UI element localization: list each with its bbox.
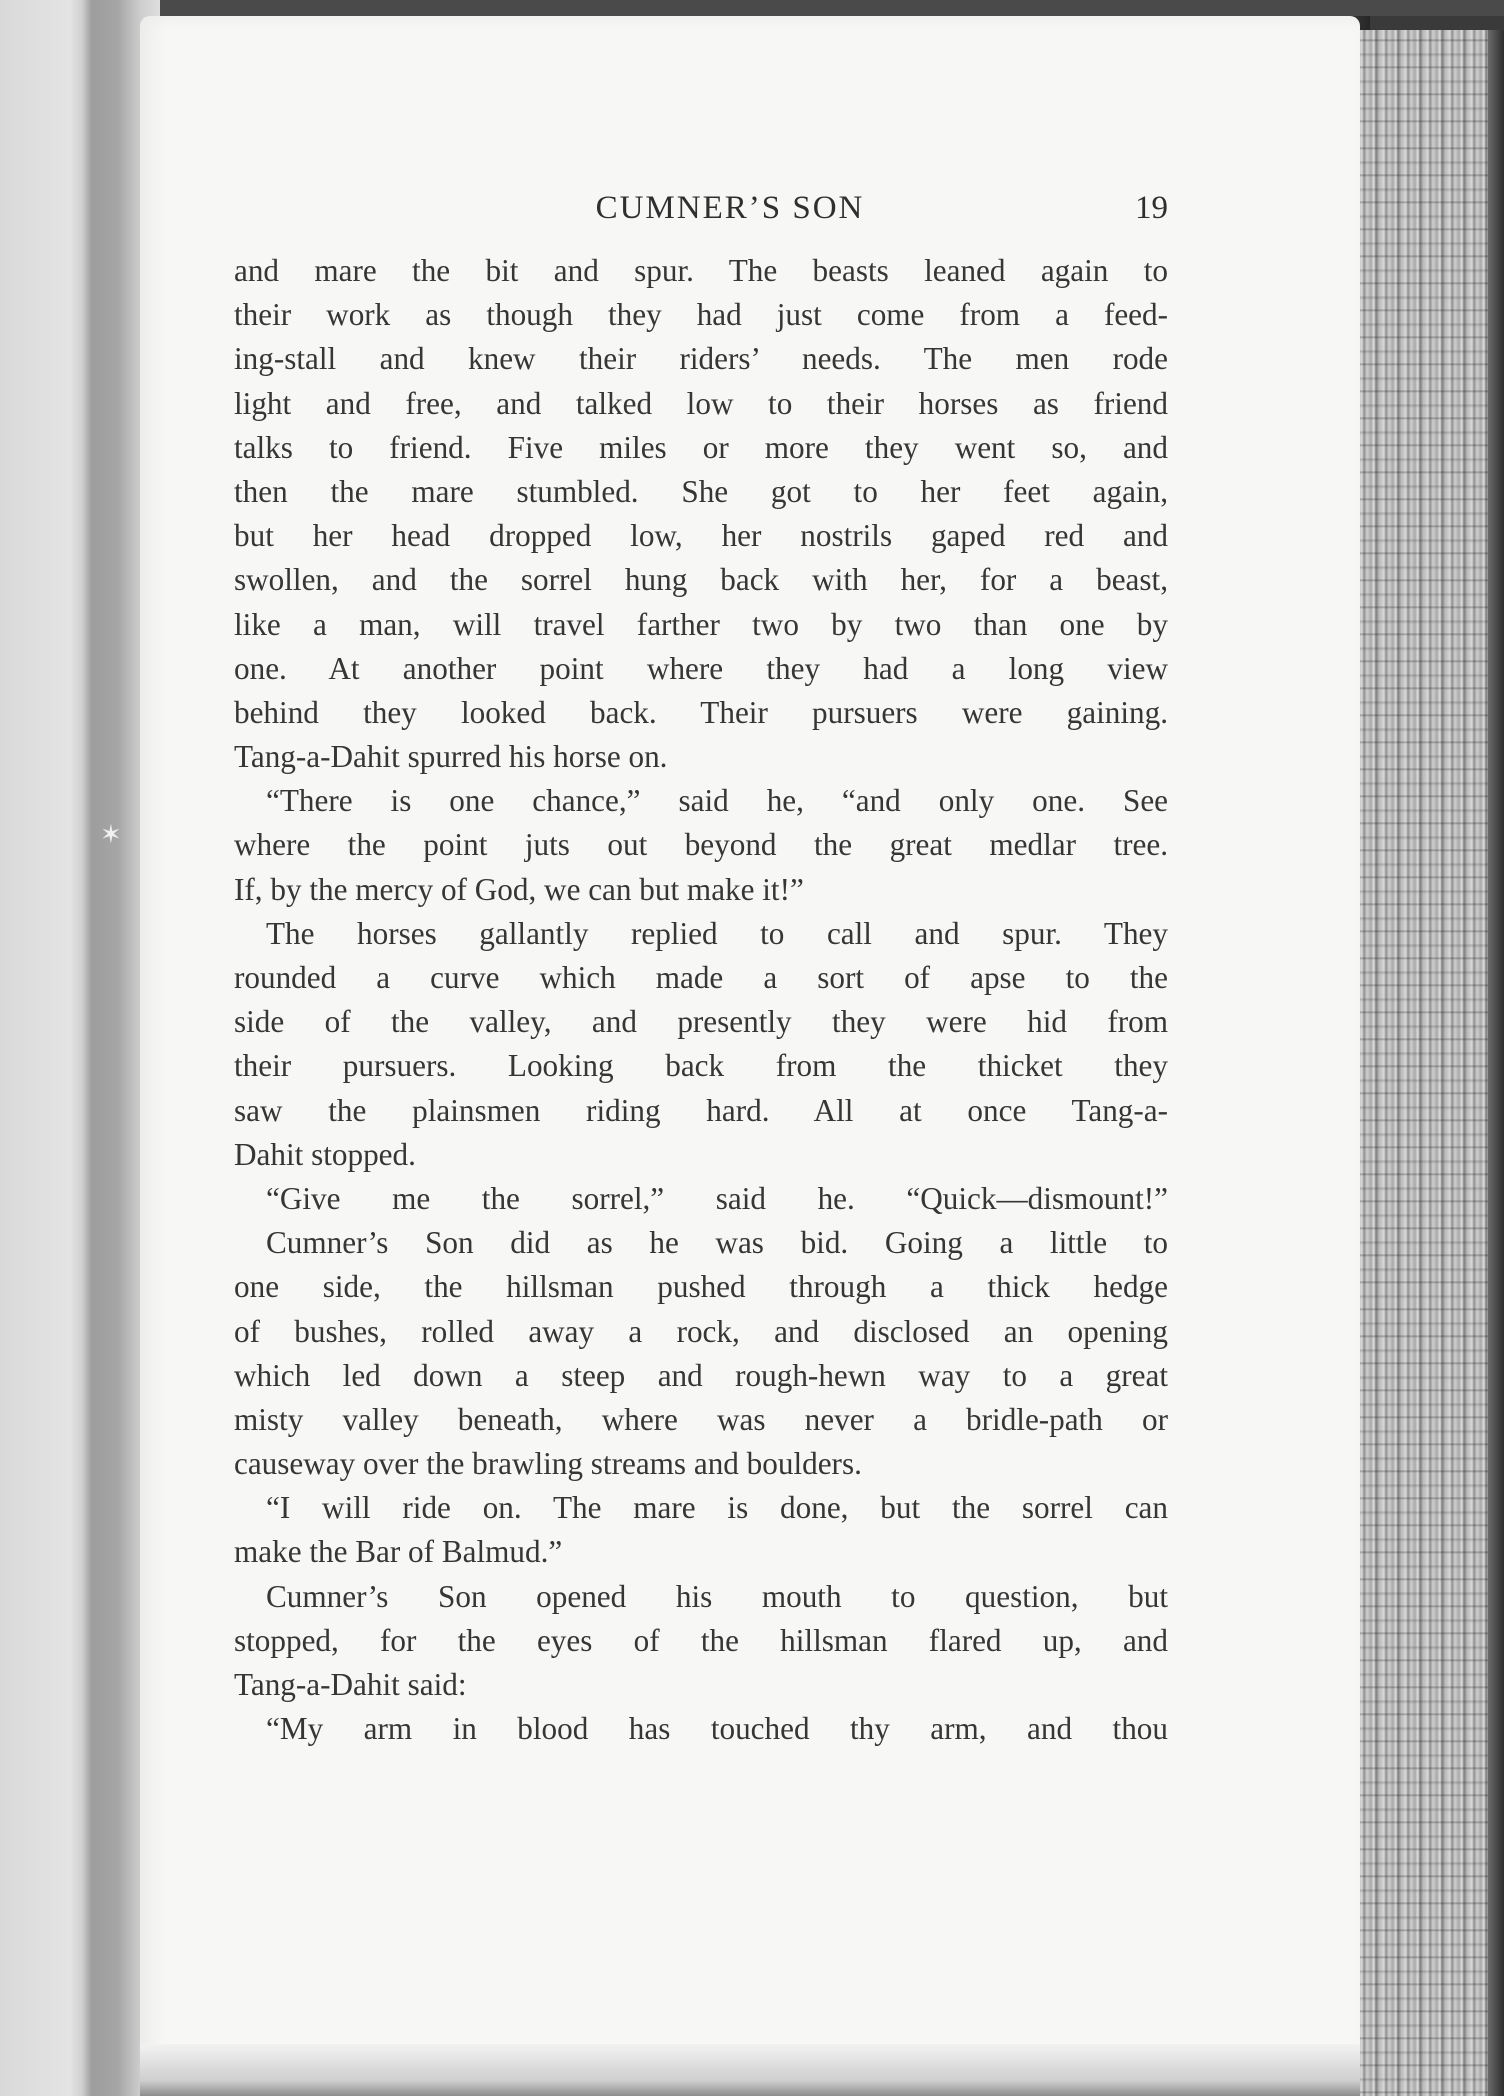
margin-mark: ✶ [100, 820, 122, 850]
text-line: rounded a curve which made a sort of apse to the [234, 960, 1168, 995]
page-header [140, 184, 1360, 232]
text-line: one side, the hillsman pushed through a thick hedge [234, 1269, 1168, 1305]
text-line: misty valley beneath, where was never a bridle-path or [234, 1401, 1168, 1437]
text-line: their pursuers. Looking back from the thicket they [234, 1048, 1168, 1084]
text-line: talks to friend. Five miles or more they went so, and [234, 429, 1168, 465]
book-cover-edge [1488, 30, 1504, 2096]
text-line: The horses gallantly replied to call and spur. They [266, 915, 1168, 951]
page-number: 19 [1135, 190, 1168, 226]
text-line: one. At another point where they had a long view [234, 650, 1168, 686]
text-line: “There is one chance,” said he, “and only one. See [266, 783, 1168, 819]
text-line: causeway over the brawling streams and boulders. [234, 1446, 862, 1482]
text-line: make the Bar of Balmud.” [234, 1534, 563, 1570]
text-line: “I will ride on. The mare is done, but the sorrel can [266, 1490, 1168, 1526]
text-line: then the mare stumbled. She got to her feet again, [234, 473, 1168, 509]
text-line: saw the plainsmen riding hard. All at once Tang-a- [234, 1092, 1168, 1128]
scan-top-edge [0, 0, 1504, 16]
text-line: ing-stall and knew their riders’ needs. The men rode [234, 341, 1168, 377]
text-line: behind they looked back. Their pursuers were gaining. [234, 694, 1168, 730]
text-line: Tang-a-Dahit spurred his horse on. [234, 739, 668, 775]
text-line: Dahit stopped. [234, 1136, 416, 1172]
text-line: swollen, and the sorrel hung back with her, for a beast, [234, 562, 1168, 598]
text-line: of bushes, rolled away a rock, and disclosed an opening [234, 1313, 1168, 1349]
text-line: “Give me the sorrel,” said he. “Quick—dismount!” [266, 1180, 1168, 1216]
page-bottom-edge [140, 2044, 1360, 2096]
text-line: Cumner’s Son opened his mouth to question, but [266, 1578, 1168, 1614]
text-line: side of the valley, and presently they were hid from [234, 1004, 1168, 1040]
running-head: CUMNER’S SON [595, 190, 865, 226]
text-line: which led down a steep and rough-hewn way to a great [234, 1357, 1168, 1393]
text-line: where the point juts out beyond the great medlar tree. [234, 827, 1168, 863]
facing-page-edge [0, 0, 160, 2096]
text-line: “My arm in blood has touched thy arm, and thou [266, 1711, 1168, 1747]
text-line: but her head dropped low, her nostrils gaped red and [234, 518, 1168, 554]
text-line: Tang-a-Dahit said: [234, 1667, 467, 1702]
book-page [140, 16, 1360, 2076]
text-line: like a man, will travel farther two by two than one by [234, 606, 1168, 642]
text-line: If, by the mercy of God, we can but make it!” [234, 871, 804, 907]
text-line: Cumner’s Son did as he was bid. Going a little to [266, 1225, 1168, 1261]
body-text [234, 249, 1168, 1751]
book-fore-edge [1358, 30, 1504, 2096]
text-line: and mare the bit and spur. The beasts leaned again to [234, 253, 1168, 288]
text-line: stopped, for the eyes of the hillsman flared up, and [234, 1622, 1168, 1658]
text-line: their work as though they had just come from a feed- [234, 297, 1168, 333]
text-line: light and free, and talked low to their horses as friend [234, 385, 1168, 421]
